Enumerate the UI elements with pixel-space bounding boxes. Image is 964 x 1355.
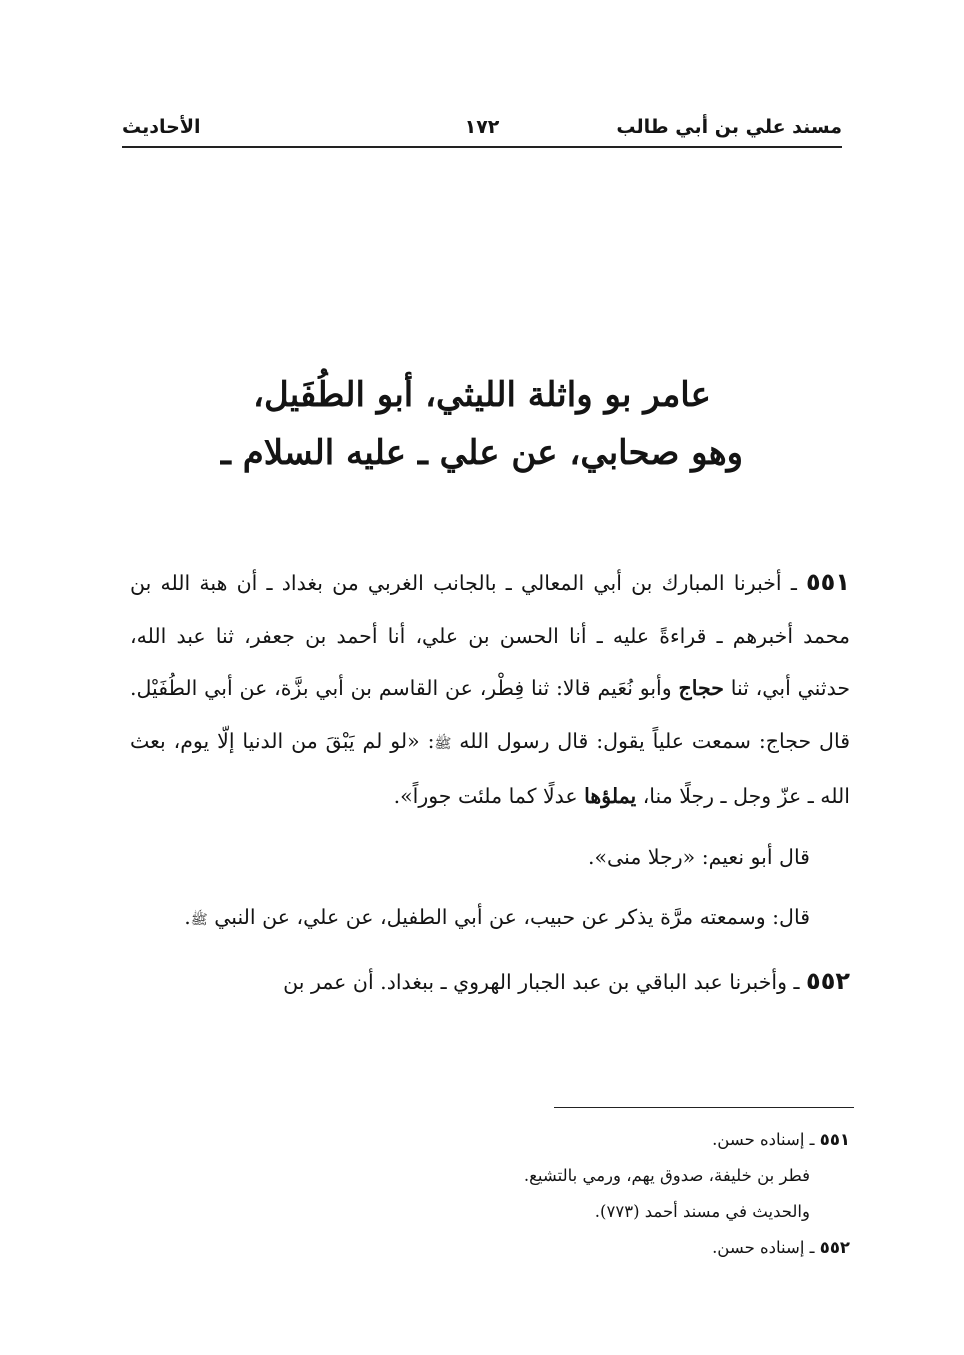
salutation-glyph: ﷺ: [190, 912, 208, 928]
footnote-text: ـ إسناده حسن.: [712, 1130, 815, 1149]
header-section-title: الأحاديث: [122, 116, 201, 138]
footnote-552: [140, 1230, 850, 1266]
footnote-separator: [554, 1107, 854, 1108]
abu-nuaym-note: قال أبو نعيم: «رجلا منى».: [588, 844, 810, 869]
salutation-glyph: ﷺ: [434, 735, 452, 752]
emphasized-word: يملؤها: [584, 784, 637, 808]
hadith-text: ـ أخبرنا المبارك بن أبي المعالي ـ بالجانب الغربي من بغداد ـ أن هبة الله بن محمد أخبرهم ـ قراءةً عليه ـ أنا الحسن بن علي، أنا أحمد بن جعفر، ثنا عبد الله، حدثني أبي، ثنا: [130, 571, 851, 700]
hadith-552: [130, 955, 850, 1009]
chain-text: قال: وسمعته مرَّة يذكر عن حبيب، عن أبي الطفيل، عن علي، عن النبي: [207, 905, 810, 929]
hadith-text: وأبو نُعَيم قالا: ثنا فِطْر، عن القاسم بن أبي بزَّة، عن أبي الطُفَيْل. قال حجاج: سمعت علياً يقول: قال رسول الله: [130, 676, 850, 753]
hadith-551: [130, 556, 850, 823]
chapter-title-line-1: عامر بو واثلة الليثي، أبو الطُفَيل،: [253, 375, 711, 415]
footnote-number: ٥٥٢: [819, 1238, 850, 1257]
chapter-title-line-2: وهو صحابي، عن علي ـ عليه السلام ـ: [220, 433, 744, 473]
running-header: [122, 112, 842, 148]
additional-chain: [130, 891, 850, 947]
main-text: [130, 556, 850, 1008]
chapter-title: [140, 366, 824, 482]
hadith-number: ٥٥٢: [806, 966, 850, 995]
hadith-text: ـ وأخبرنا عبد الباقي بن عبد الجبار الهروي ـ ببغداد. أن عمر بن: [283, 969, 800, 994]
footnote-551-line-3: والحديث في مسند أحمد (٧٧٣).: [594, 1202, 810, 1221]
chain-end: .: [184, 905, 191, 929]
footnote-551-line-2: فطر بن خليفة، صدوق يهم، ورمي بالتشيع.: [523, 1166, 810, 1185]
hadith-number: ٥٥١: [806, 568, 850, 596]
narrator-name: حجاج: [678, 676, 724, 700]
header-book-title: مسند علي بن أبي طالب: [616, 116, 842, 138]
footnote-text: ـ إسناده حسن.: [712, 1238, 815, 1257]
footnotes: [140, 1122, 850, 1266]
hadith-text: عدلًا كما ملئت جوراً».: [393, 784, 585, 808]
footnote-number: ٥٥١: [819, 1130, 850, 1149]
page-number: ١٧٢: [464, 116, 500, 138]
hadith-text: : «لو لم يَبْقَ من الدنيا إلّا يوم، بعث الله ـ عزّ وجل ـ رجلًا منا،: [130, 728, 850, 808]
footnote-551: [140, 1122, 850, 1158]
